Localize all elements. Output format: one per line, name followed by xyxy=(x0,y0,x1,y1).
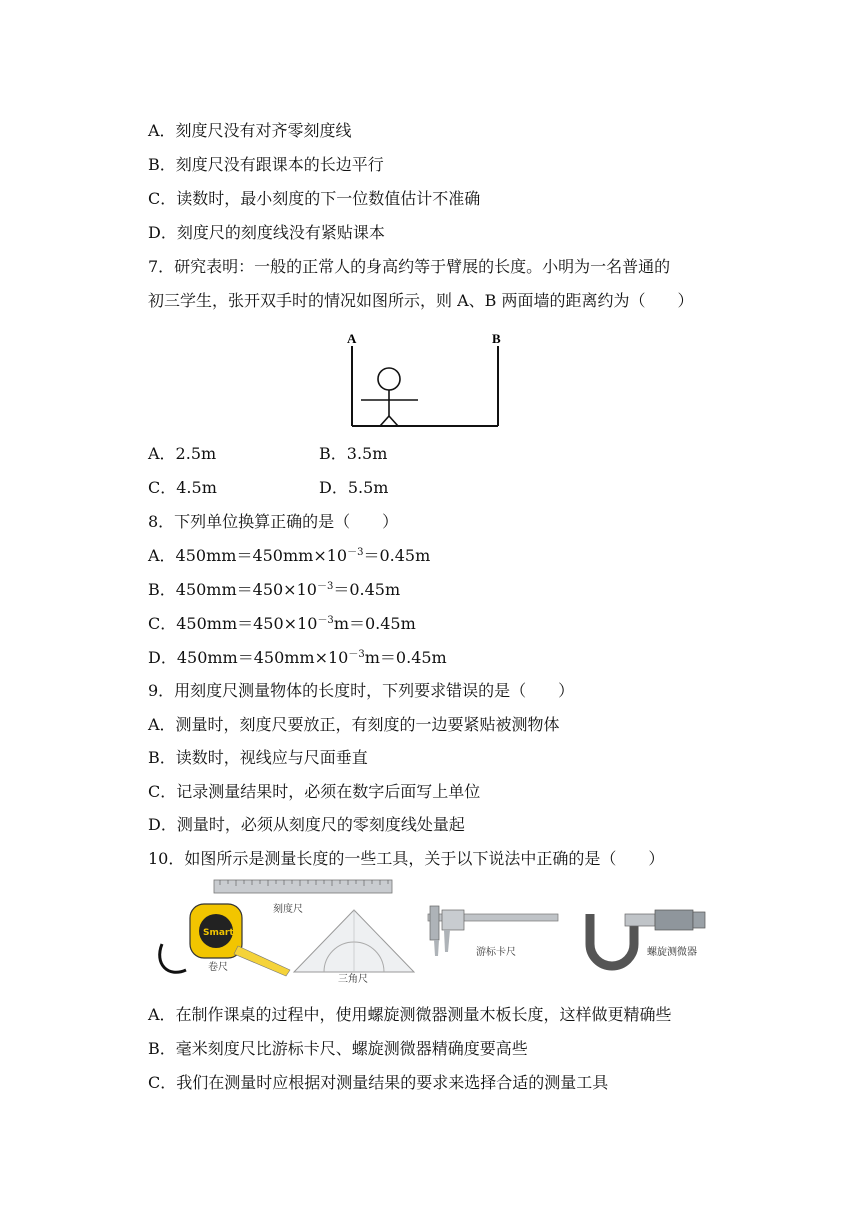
steel-ruler-image xyxy=(214,880,392,893)
q10-option-a: A．在制作课桌的过程中，使用螺旋测微器测量木板长度，这样做更精确些 xyxy=(148,1005,672,1024)
triangle-caption: 三角尺 xyxy=(338,974,368,985)
wall-b-label: B xyxy=(492,331,501,346)
q9-option-a: A．测量时，刻度尺要放正，有刻度的一边要紧贴被测物体 xyxy=(148,715,560,734)
q7-option-d: D．5.5m xyxy=(319,478,389,497)
q8-option-c: C．$450mm=450\times 10^{-3}m=0.45m$ xyxy=(148,614,416,633)
q6-option-a: A．刻度尺没有对齐零刻度线 xyxy=(148,121,352,140)
q9-option-d: D．测量时，必须从刻度尺的零刻度线处量起 xyxy=(148,815,465,834)
q6-option-d: D．刻度尺的刻度线没有紧贴课本 xyxy=(148,223,385,242)
q7-option-c: C．4.5m xyxy=(148,478,217,497)
micrometer-caption: 螺旋测微器 xyxy=(647,947,697,958)
q9-stem: 9．用刻度尺测量物体的长度时，下列要求错误的是（ ） xyxy=(148,681,575,700)
q6-option-b: B．刻度尺没有跟课本的长边平行 xyxy=(148,155,384,174)
q8-option-d: D．$450mm=450mm\times 10^{-3}m=0.45m$ xyxy=(148,648,447,667)
q8-option-a: A．$450mm=450mm\times 10^{-3}=0.45m$ xyxy=(148,546,431,565)
q6-option-c: C．读数时，最小刻度的下一位数值估计不准确 xyxy=(148,189,481,208)
q10-stem: 10．如图所示是测量长度的一些工具，关于以下说法中正确的是（ ） xyxy=(148,849,665,868)
q9-option-b: B．读数时，视线应与尺面垂直 xyxy=(148,748,368,767)
q10-tools-figure xyxy=(150,874,720,992)
q10-option-c: C．我们在测量时应根据对测量结果的要求来选择合适的测量工具 xyxy=(148,1073,609,1092)
q7-wall-figure xyxy=(338,326,508,432)
wall-a-label: A xyxy=(347,331,357,346)
q8-stem: 8．下列单位换算正确的是（ ） xyxy=(148,512,399,531)
q7-option-b: B．3.5m xyxy=(319,444,388,463)
q7-stem-line2: 初三学生，张开双手时的情况如图所示，则 A、B 两面墙的距离约为（ ） xyxy=(148,291,694,310)
triangle-ruler-image xyxy=(294,910,414,972)
tape-brand-text: Smart xyxy=(203,928,234,938)
q9-option-c: C．记录测量结果时，必须在数字后面写上单位 xyxy=(148,782,481,801)
stick-figure xyxy=(361,368,418,426)
q10-option-b: B．毫米刻度尺比游标卡尺、螺旋测微器精确度要高些 xyxy=(148,1039,528,1058)
caliper-caption: 游标卡尺 xyxy=(476,947,516,958)
ruler-caption: 刻度尺 xyxy=(273,904,303,915)
q7-stem-line1: 7．研究表明：一般的正常人的身高约等于臂展的长度。小明为一名普通的 xyxy=(148,257,671,276)
q8-option-b: B．$450mm=450\times 10^{-3}=0.45m$ xyxy=(148,580,401,599)
tape-caption: 卷尺 xyxy=(208,962,228,973)
q7-option-a: A．2.5m xyxy=(148,444,217,463)
